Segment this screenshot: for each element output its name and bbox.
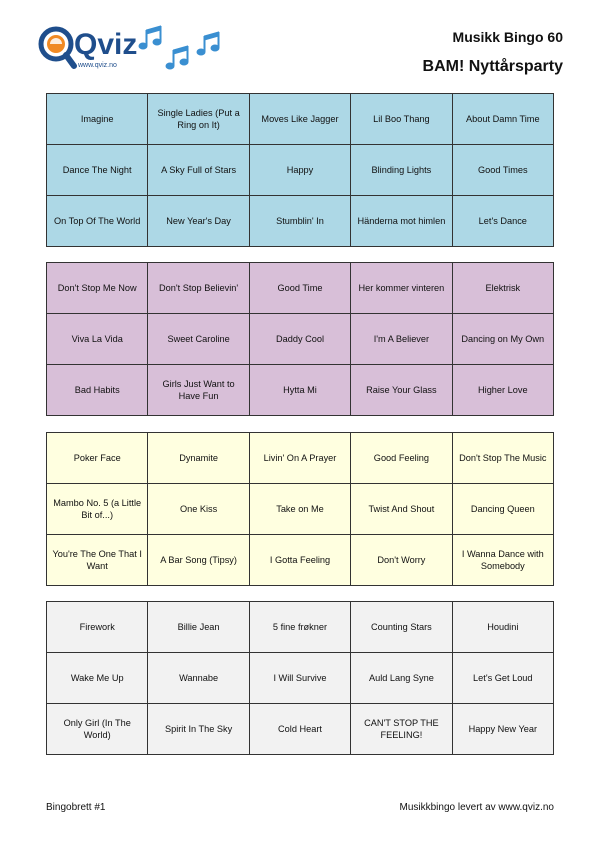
bingo-cell: Moves Like Jagger [250,94,351,145]
bingo-cell: About Damn Time [453,94,554,145]
bingo-cell: 5 fine frøkner [250,602,351,653]
bingo-cell: Raise Your Glass [351,365,452,416]
bingo-cell: Good Feeling [351,433,452,484]
bingo-cell: Billie Jean [148,602,249,653]
bingo-cell: Blinding Lights [351,145,452,196]
bingo-cell: Händerna mot himlen [351,196,452,247]
bingo-cell: Wake Me Up [47,653,148,704]
footer-board-number: Bingobrett #1 [46,802,106,813]
bingo-cell: New Year's Day [148,196,249,247]
bingo-cell: Single Ladies (Put a Ring on It) [148,94,249,145]
bingo-board-2 [46,262,554,416]
bingo-cell: You're The One That I Want [47,535,148,586]
bingo-cell: Stumblin' In [250,196,351,247]
bingo-cell: Take on Me [250,484,351,535]
bingo-title: BAM! Nyttårsparty [422,58,563,75]
bingo-cell: Good Time [250,263,351,314]
bingo-board-1 [46,93,554,247]
bingo-cell: Twist And Shout [351,484,452,535]
bingo-cell: Livin' On A Prayer [250,433,351,484]
bingo-cell: Happy [250,145,351,196]
bingo-cell: Dance The Night [47,145,148,196]
bingo-cell: A Sky Full of Stars [148,145,249,196]
bingo-cell: Houdini [453,602,554,653]
bingo-cell: Don't Stop Me Now [47,263,148,314]
bingo-cell: Auld Lang Syne [351,653,452,704]
bingo-cell: Elektrisk [453,263,554,314]
bingo-cell: Spirit In The Sky [148,704,249,755]
bingo-cell: Mambo No. 5 (a Little Bit of...) [47,484,148,535]
bingo-cell: Bad Habits [47,365,148,416]
bingo-cell: I'm A Believer [351,314,452,365]
bingo-cell: Dynamite [148,433,249,484]
bingo-cell: Good Times [453,145,554,196]
logo-url: www.qviz.no [78,62,117,69]
bingo-cell: Firework [47,602,148,653]
bingo-cell: Don't Stop Believin' [148,263,249,314]
bingo-cell: Viva La Vida [47,314,148,365]
bingo-cell: Let's Get Loud [453,653,554,704]
qviz-logo [36,22,226,78]
bingo-cell: Daddy Cool [250,314,351,365]
bingo-cell: I Will Survive [250,653,351,704]
bingo-cell: Happy New Year [453,704,554,755]
bingo-cell: Dancing on My Own [453,314,554,365]
bingo-cell: Girls Just Want to Have Fun [148,365,249,416]
music-notes-icon [139,26,219,69]
bingo-cell: Her kommer vinteren [351,263,452,314]
bingo-cell: Sweet Caroline [148,314,249,365]
footer-credit: Musikkbingo levert av www.qviz.no [399,802,554,813]
bingo-cell: Lil Boo Thang [351,94,452,145]
bingo-cell: Don't Stop The Music [453,433,554,484]
bingo-cell: One Kiss [148,484,249,535]
bingo-cell: Counting Stars [351,602,452,653]
bingo-cell: Hytta Mi [250,365,351,416]
bingo-cell: Imagine [47,94,148,145]
logo-wordmark: Qviz [74,28,138,61]
bingo-cell: Higher Love [453,365,554,416]
bingo-cell: Don't Worry [351,535,452,586]
bingo-board-4 [46,601,554,755]
bingo-cell: A Bar Song (Tipsy) [148,535,249,586]
bingo-board-3 [46,432,554,586]
bingo-cell: On Top Of The World [47,196,148,247]
bingo-cell: Dancing Queen [453,484,554,535]
bingo-cell: I Gotta Feeling [250,535,351,586]
bingo-cell: I Wanna Dance with Somebody [453,535,554,586]
bingo-cell: Only Girl (In The World) [47,704,148,755]
bingo-cell: Let's Dance [453,196,554,247]
bingo-subtitle: Musikk Bingo 60 [452,29,563,45]
bingo-cell: CAN'T STOP THE FEELING! [351,704,452,755]
bingo-cell: Wannabe [148,653,249,704]
bingo-cell: Cold Heart [250,704,351,755]
bingo-cell: Poker Face [47,433,148,484]
